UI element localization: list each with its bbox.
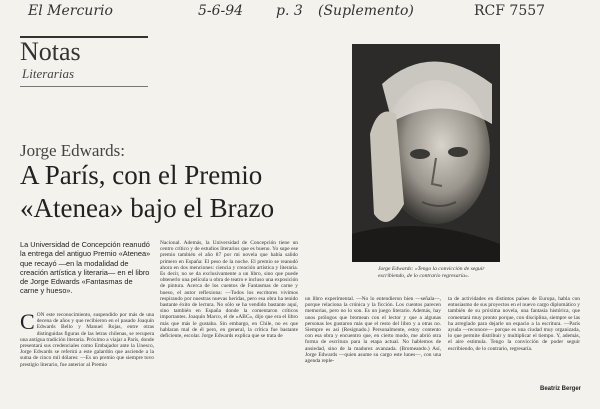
masthead-subtitle: Literarias [22, 66, 75, 81]
author-photo [352, 44, 500, 262]
masthead-rule-bottom [20, 86, 148, 87]
article-lead: La Universidad de Concepción reanudó la entrega del antiguo Premio «Atenea» que recayó —en la modalidad de creación artística y literaria— en el libro de Jorge Edwards «Fantasmas de carne y hueso». [20, 240, 151, 296]
column-1-text: ON este reconocimiento, suspendido por más de una decena de años y que recibieron en el pasado Joaquín Edwards Bello y Manuel Rojas, entre otras distinguidas figuras de las letras chilenas, se recupera una antigua tradición literaria. Próximo a viajar a París, donde presentará sus credenciales como Embajador ante la Unesco, Jorge Edwards se referirá a este galardón que asciende a la suma de cinco mil dólares: —Es un premio que siempre tuvo prestigio literario, fue anterior al Premio [20, 312, 154, 368]
handwritten-section: (Suplemento) [318, 3, 414, 19]
handwritten-date: 5-6-94 [198, 3, 244, 19]
article-column-3: un libro experimental. —No lo entendieron bien —señala—, porque relaciona la crónica y la ficción. Los cuentos parecen memorias, pero no lo son. Es un juego literario. Además, hay unos prólogos que bromean con el lector y que a algunas personas les gustaron más que el resto del libro y a otras no. Siempre es así (Resignado.) Personalmente, estoy contento con esa obra y encuentro que, en cierto modo, me abrió otra forma de escritura para la etapa actual. No hablemos de ansiedad, sino de la madurez avanzada. (Bromeando.) Así, Jorge Edwards —quien asume su cargo este lunes—, con una agenda reple- [305, 296, 441, 365]
headline-line-1: A París, con el Premio [20, 160, 263, 190]
article-column-4: ta de actividades en distintos países de Europa, habla con entusiasmo de sus proyectos en el nuevo cargo diplomático y también de su próxima novela, una fantasía histórica, que comentará muy pronto porque, con disciplina, siempre se las ha arreglado para dejarle un espacio a la escritura. —París ayuda —reconoce— porque es una ciudad muy organizada, lo que permite distribuir y multiplicar el tiempo. Y, además, el aire estimula. Tengo la convicción de poder seguir escribiendo, de lo contrario, regresaría. [448, 296, 580, 352]
article-signature: Beatriz Berger [540, 386, 582, 392]
drop-cap: C [20, 312, 35, 334]
headline-line-2: «Atenea» bajo el Brazo [20, 193, 275, 223]
article-kicker: Jorge Edwards: [20, 141, 125, 160]
photo-caption: Jorge Edwards: «Tengo la convicción de seguir escribiendo, de lo contrario regresaría». [378, 266, 485, 279]
article-column-2: Nacional. Además, la Universidad de Concepción tiene un centro crítico y de estudios literarios que es bueno. Yo supe ese premio también el año 87 por mi novela que había salido primero en España: El peso de la noche. El premio se reanudó ahora en dos menciones: ciencia y creación artística y literaria. Es decir, no se da exclusivamente a un libro, sino que puede obtenerlo una película u obra de teatro e incluso una exposición de pintura. Acerca de los cuentos de Fantasmas de carne y hueso, el autor reflexiona: —Todos los escritores vivimos respirando por nuestras nuevas heridas, pero esa obra ha tenido bastante éxito de lectura. No sólo se ha vendido bastante aquí, sino también en España donde la comentaron críticos importantes. Joaquín Marco, el de «ABC», dijo que era el libro más que más le gustaba. Sin embargo, en Chile, no es que hablaran mal de él pero, en general, la crítica fue bastante deficiente, escolar. Jorge Edwards explica que se trata de [160, 240, 298, 340]
handwritten-page: p. 3 [276, 3, 303, 19]
article-column-1 [20, 312, 154, 409]
portrait-image [352, 44, 500, 262]
handwritten-code: RCF 7557 [474, 3, 546, 19]
handwritten-source: El Mercurio [28, 3, 113, 19]
masthead-title: Notas [20, 37, 81, 66]
